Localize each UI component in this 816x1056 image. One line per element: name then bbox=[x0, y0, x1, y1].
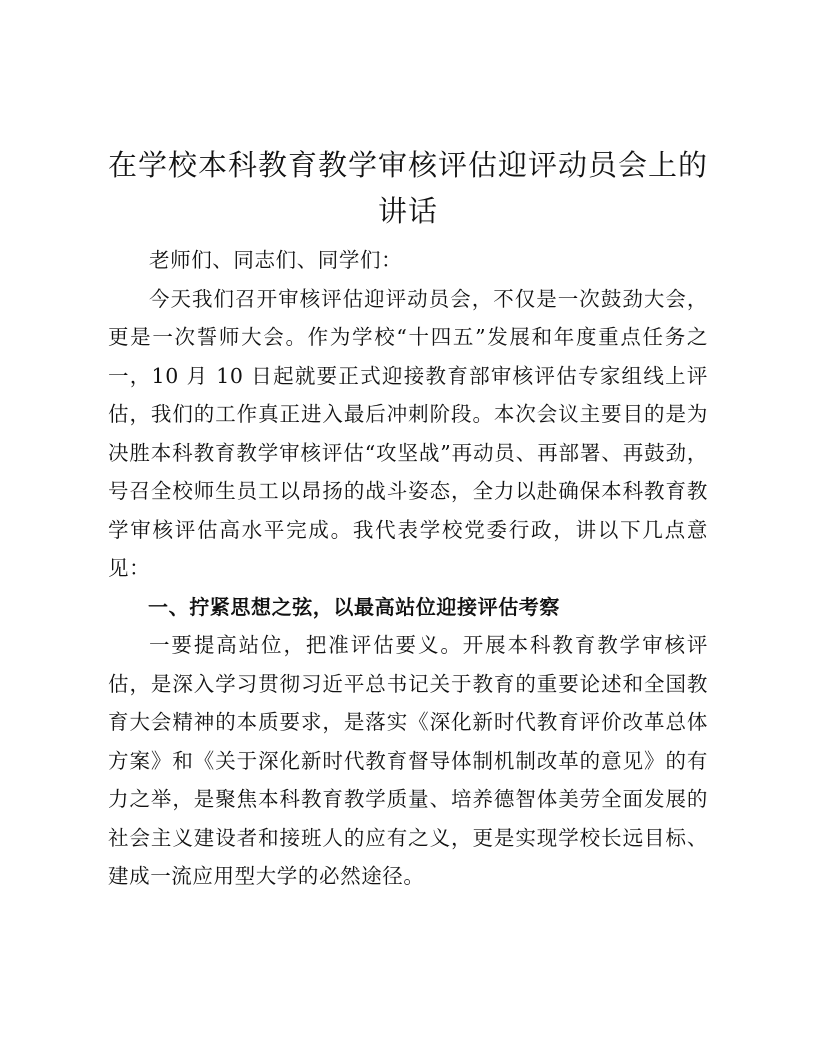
title-line-1: 在学校本科教育教学审核评估迎评动员会上的 bbox=[107, 148, 708, 182]
document-title bbox=[100, 142, 716, 234]
paragraph-section-1: 一要提高站位，把准评估要义。开展本科教育教学审核评估，是深入学习贯彻习近平总书记关于教育的重要论述和全国教育大会精神的本质要求，是落实《深化新时代教育评价改革总体方案》和《关于深化新时代教育督导体制机制改革的意见》的有力之举，是聚焦本科教育教学质量、培养德智体美劳全面发展的社会主义建设者和接班人的应有之义，更是实现学校长远目标、建成一流应用型大学的必然途径。 bbox=[108, 633, 708, 888]
salutation: 老师们、同志们、同学们： bbox=[149, 248, 403, 272]
paragraph-opening: 今天我们召开审核评估迎评动员会，不仅是一次鼓劲大会，更是一次誓师大会。作为学校“十四五”发展和年度重点任务之一，10 月 10 日起就要正式迎接教育部审核评估专家组线上评估，我们的工作真正进入最后冲刺阶段。本次会议主要目的是为决胜本科教育教学审核评估“攻坚战”再动员、再部署、再鼓劲，号召全校师生员工以昂扬的战斗姿态，全力以赴确保本科教育教学审核评估高水平完成。我代表学校党委行政，讲以下几点意见： bbox=[108, 286, 708, 580]
section-heading-1: 一、拧紧思想之弦，以最高站位迎接评估考察 bbox=[148, 594, 560, 619]
title-line-2: 讲话 bbox=[377, 194, 438, 228]
document-body bbox=[108, 241, 708, 896]
